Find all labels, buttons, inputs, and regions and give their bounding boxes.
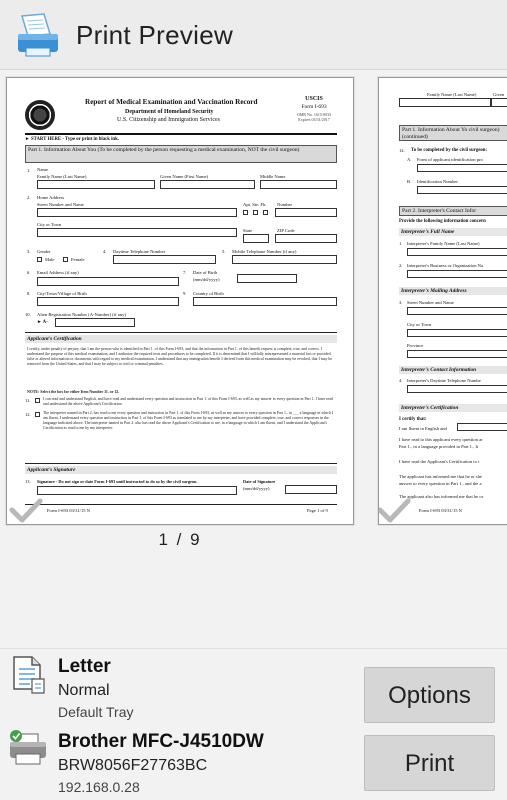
email-label: Email Address (if any) [37,270,79,275]
checkmark-icon[interactable] [9,498,43,524]
applicant-sig-header: Applicant's Signature [25,466,337,474]
mobile-label: Mobile Telephone Number (if any) [232,249,297,254]
p2-item4: Interpreter's Daytime Telephone Numbe [407,378,481,383]
page-title: Print Preview [76,20,234,50]
p2-read5: answer to every question in Part 1., and the a [399,481,482,486]
page-indicator: 1 / 9 [158,530,202,549]
p2-item3: Street Number and Name [407,300,454,305]
number-label: Number [277,202,293,207]
p2-province: Province [407,343,424,348]
p2-item14: To be completed by the civil surgeon: [411,148,488,153]
female-label: Female [71,257,85,262]
p2-read4: The applicant has informed me that he or she [399,474,482,479]
state-label: State [243,228,253,233]
sig-label: Signature - Do not sign or date Form I-693 until instructed to do so by the civil surgeon. [37,479,198,484]
applicant-cert-header: Applicant's Certification [25,335,337,343]
printer-name[interactable]: Brother MFC-J4510DW [58,731,264,752]
apt-label: Apt. Ste. Flr. [243,202,267,207]
p2-fluent: I am fluent in English and [399,426,447,431]
p2-part2-header: Part 2. Interpreter's Contact Infor [399,206,507,216]
name-label: Name [37,167,48,172]
paper-size[interactable]: Letter [58,656,111,677]
title-bar [0,0,507,70]
printer-id[interactable]: BRW8056F27763BC [58,757,208,774]
preview-area[interactable] [0,70,507,648]
p2-cert-header: Interpreter's Certification [399,404,507,412]
p2-part1-header: Part 1. Information About Yo civil surgeon) (continued) [399,125,507,141]
family-name-label: Family Name (Last Name) [37,174,87,179]
printer-ip[interactable]: 192.168.0.28 [58,779,140,795]
preview-page-2[interactable]: Family Name (Last Name) Given Part 1. Information About Yo civil surgeon) (continued) 14. To be completed by the civil surgeon: A. Form of applicant identification pro B. Identification Number Part 2. Interpreter's Contact Infor Provide the following information concern Interpreter's Full Name 1. Interpreter's Family Name (Last Name) 2. Interpreter's Business or Organization Na Interpreter's Mailing Address 3. Street Number and Name City or Town Province Interpreter's Contact Information 4. Interpreter's Daytime Telephone Numbe Interpreter's Certification I certify that: I am fluent in English and I have read to this applicant every question ar Part 1., in a language provided in Part 1., It I have read the Applicant's Certification to t The applicant has informed me that he or she answer to every question in Part 1., and the a The applicant also has informed me that he or Form I-693 03/31/15 N [378,77,507,525]
page1-footer-left: Form I-693 03/31/15 N [47,508,91,513]
preview-page-1[interactable]: Report of Medical Examination and Vaccination Record Department of Homeland Security U.S. Citizenship and Immigration Services USCIS Form I-693 OMB No. 1615-0033 Expires 03/31/2017 ► START HERE - Type or print in black ink. Part 1. Information About You (To be completed by the person requesting a medical examination, NOT the civil surgeon) 1. Name Family Name (Last Name) Given Name (First Name) Middle Name 2. Home Address Street Number and Name Apt. Ste. Flr. Number City or Town State ZIP Code 3. Gender Male Female 4. Daytime Telephone Number 5. Mobile Telephone Number (if any) 6. Email Address (if any) 7. Date of Birth (mm/dd/yyyy) 8. City/Town/Village of Birth 9. Country of Birth 10. Alien Registration Number (A-Number) (if any) ► A- Applicant's Certification I certify, under penalty of perjury, that I am the person who is identified in Part 1. of this Form I-693, and that the information in Part 1. of this benefit request is complete, true, and correct. I understand the purpose of this medical examination, and I authorize the required tests and procedures to be completed. If it is determined that I willfully misrepresented a material fact or provided false or altered information or documents with regard to my medical examination, I understand that any immigration benefit I derived from this medical examination may be revoked, that I may be removed from the United States, and that I may be subject to civil or criminal penalties. NOTE: Select the box for either Item Number 11. or 12. 11. I can read and understand English, and have read and understand every question and instruction in Part 1. of this Form I-693, as well as my answer to every question in Part 1. I have read and understand the above Applicant's Certification 12. The interpreter named in Part 2. has read to me every question and instruction in Part 1. of this Form I-693, as well as my answer to every question in Part 1., in ___ a language in which I am fluent. I understand every question and instruction in Part 1. of this Form I-693 as translated to me by my interpreter, and have provided complete, true, and correct responses in the language indicated above. The interpreter named in Part 2. also has read the above Applicant's Certification to me, in a language in which I am fluent, and I understand the Applicant's Certification as read to me by my interpreter. Applicant's Signature 13. Signature - Do not sign or date Form I-693 until instructed to do so by the civil surgeon. Date of Signature (mm/dd/yyyy) Form I-693 03/31/15 N Page 1 of 9 [6,77,354,525]
p2-i-certify: I certify that: [399,417,427,422]
p2-read2: Part 1., in a language provided in Part 1., It [399,444,479,449]
cert-text: I certify, under penalty of perjury, that I am the person who is identified in Part 1. of this Form I-693, and that the information in Part 1. of this benefit request is complete, true, and correct. I understand the purpose of this medical examination, and I authorize the required tests and procedures to be completed. If it is determined that I willfully misrepresented a material fact or provided false or altered information or documents with regard to my medical examination, I understand that any immigration benefit I derived from this medical examination may be revoked, that I may be removed from the United States, and that I may be subject to civil or criminal penalties. [27,347,333,366]
city-birth-label: City/Town/Village of Birth [37,291,87,296]
printer-icon[interactable] [8,728,48,768]
paper-tray[interactable]: Default Tray [58,704,134,720]
form-title: Report of Medical Examination and Vaccination Record [85,98,258,106]
country-birth-label: Country of Birth [193,291,224,296]
alien-number-label: Alien Registration Number (A-Number) (if any) [37,312,126,317]
p2-part2-desc: Provide the following information concern [399,219,486,224]
part1-header: Part 1. Information About You (To be completed by the person requesting a medical examination, NOT the civil surgeon) [25,145,337,163]
print-button[interactable]: Print [364,735,495,791]
p2-full-name-header: Interpreter's Full Name [399,228,507,236]
p2-city: City or Town [407,322,432,327]
form-number: Form I-693 [301,104,327,110]
printer-paper-icon [14,12,62,60]
a-prefix: ► A- [37,320,48,325]
p2-item1: Interpreter's Family Name (Last Name) [407,241,480,246]
gender-label: Gender [37,249,51,254]
paper-settings-icon[interactable] [10,655,46,695]
item12-text: The interpreter named in Part 2. has read to me every question and instruction in Part 1. of this Form I-693, as well as my answer to every question in Part 1., in ___ a language in which I am fluent. I understand every question and instruction in Part 1. of this Form I-693 as translated to me by my interpreter, and have provided complete, true, and correct responses in the language indicated above. The interpreter named in Part 2. also has read the above Applicant's Certification to me, in a language in which I am fluent, and I understand the Applicant's Certification as read to me by my interpreter. [43,411,334,430]
city-label: City or Town [37,222,62,227]
p2-given: Given [493,92,505,97]
page1-footer-right: Page 1 of 9 [307,508,328,513]
options-button[interactable]: Options [364,667,495,723]
p2-mailing-header: Interpreter's Mailing Address [399,287,507,295]
dob-format: (mm/dd/yyyy) [193,277,220,282]
zip-label: ZIP Code [277,228,295,233]
dhs-seal-icon [25,100,55,130]
p2-item14b: Identification Number [417,179,458,184]
dob-label: Date of Birth [193,270,218,275]
middle-name-label: Middle Name [260,174,286,179]
male-label: Male [45,257,55,262]
given-name-label: Given Name (First Name) [160,174,209,179]
street-label: Street Number and Name [37,202,84,207]
form-agency: USCIS [305,96,323,102]
print-quality[interactable]: Normal [58,682,110,699]
p2-read6: The applicant also has informed me that he or [399,494,484,499]
checkmark-icon[interactable] [378,498,411,524]
date-sig-format: (mm/dd/yyyy) [243,486,270,491]
p2-family-name: Family Name (Last Name) [427,92,477,97]
form-department: Department of Homeland Security [125,109,214,115]
p2-item2: Interpreter's Business or Organization Na [407,263,484,268]
form-omb: OMB No. 1615-0033 Expires 03/31/2017 [296,112,332,122]
start-here: ► START HERE - Type or print in black ink. [25,137,119,142]
home-address-label: Home Address [37,195,65,200]
p2-contact-header: Interpreter's Contact Information [399,366,507,374]
form-service: U.S. Citizenship and Immigration Services [117,117,220,123]
p2-read1: I have read to this applicant every question ar [399,437,483,442]
phone-label: Daytime Telephone Number [113,249,166,254]
page2-footer-left: Form I-693 03/31/15 N [419,508,463,513]
note-text: NOTE: Select the box for either Item Number 11. or 12. [27,390,120,394]
p2-item14a: Form of applicant identification pro [417,157,483,162]
p2-read3: I have read the Applicant's Certification to t [399,459,480,464]
item11-text: I can read and understand English, and have read and understand every question and instruction in Part 1. of this Form I-693, as well as my answer to every question in Part 1. I have read and understand the above Applicant's Certification [43,397,333,406]
date-sig-label: Date of Signature [243,479,276,484]
